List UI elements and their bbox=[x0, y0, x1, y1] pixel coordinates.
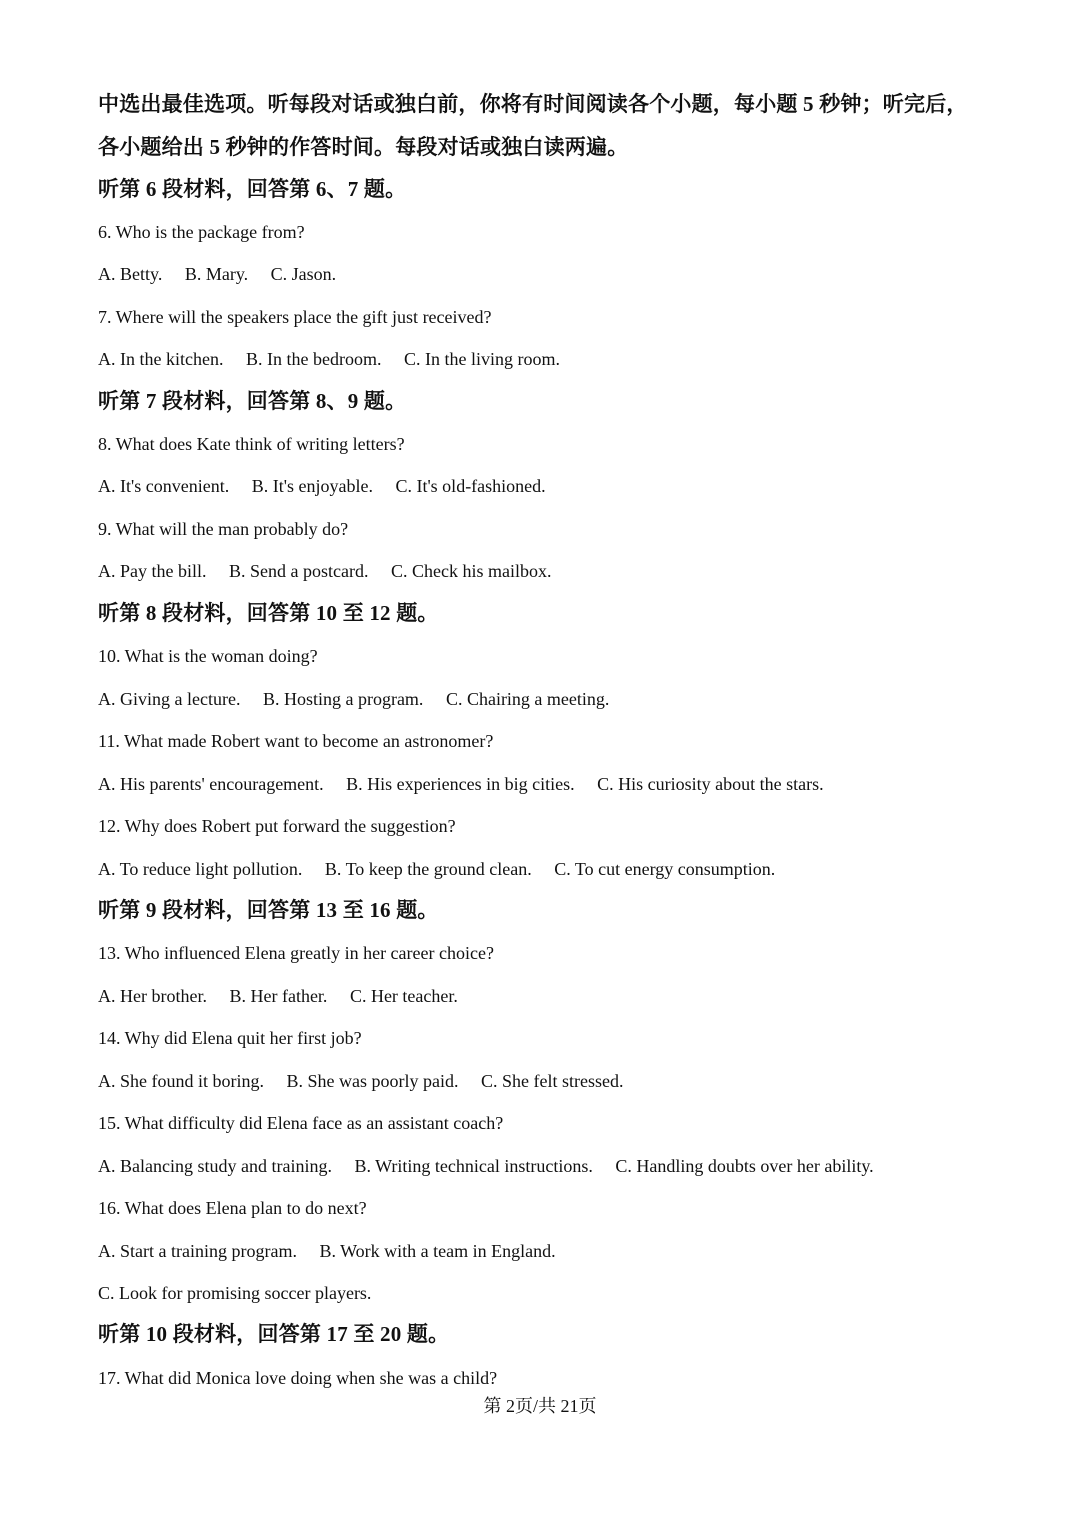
instruction-line-1: 中选出最佳选项。听每段对话或独白前，你将有时间阅读各个小题，每小题 5 秒钟；听完后， bbox=[98, 92, 968, 116]
question-13: 13. Who influenced Elena greatly in her career choice? bbox=[98, 943, 494, 963]
option-7-a: A. In the kitchen. bbox=[98, 349, 224, 369]
question-16: 16. What does Elena plan to do next? bbox=[98, 1198, 367, 1218]
options-15 bbox=[98, 1157, 874, 1175]
options-14 bbox=[98, 1072, 623, 1090]
page-number: 第 2页/共 21页 bbox=[483, 1396, 597, 1416]
option-14-b: B. She was poorly paid. bbox=[286, 1071, 459, 1091]
options-12 bbox=[98, 860, 775, 878]
option-11-c: C. His curiosity about the stars. bbox=[597, 774, 824, 794]
options-9 bbox=[98, 562, 551, 580]
option-13-a: A. Her brother. bbox=[98, 986, 207, 1006]
question-7: 7. Where will the speakers place the gift just received? bbox=[98, 307, 492, 327]
option-10-b: B. Hosting a program. bbox=[262, 689, 424, 709]
option-15-b: B. Writing technical instructions. bbox=[354, 1156, 593, 1176]
section-heading-10: 听第 10 段材料，回答第 17 至 20 题。 bbox=[98, 1322, 450, 1346]
question-14: 14. Why did Elena quit her first job? bbox=[98, 1028, 362, 1048]
option-11-a: A. His parents' encouragement. bbox=[98, 774, 324, 794]
option-7-c: C. In the living room. bbox=[403, 349, 560, 369]
option-15-c: C. Handling doubts over her ability. bbox=[615, 1156, 874, 1176]
question-17: 17. What did Monica love doing when she was a child? bbox=[98, 1368, 498, 1388]
question-10: 10. What is the woman doing? bbox=[98, 646, 318, 666]
options-11 bbox=[98, 775, 824, 793]
section-heading-8: 听第 8 段材料，回答第 10 至 12 题。 bbox=[98, 601, 439, 625]
question-12: 12. Why does Robert put forward the suggestion? bbox=[98, 816, 456, 836]
option-16-c: C. Look for promising soccer players. bbox=[98, 1283, 372, 1303]
option-14-a: A. She found it boring. bbox=[98, 1071, 264, 1091]
option-12-b: B. To keep the ground clean. bbox=[324, 859, 532, 879]
option-10-a: A. Giving a lecture. bbox=[98, 689, 241, 709]
option-7-b: B. In the bedroom. bbox=[245, 349, 382, 369]
option-16-a: A. Start a training program. bbox=[98, 1241, 297, 1261]
option-6-a: A. Betty. bbox=[98, 264, 163, 284]
option-15-a: A. Balancing study and training. bbox=[98, 1156, 332, 1176]
option-6-b: B. Mary. bbox=[184, 264, 249, 284]
option-9-b: B. Send a postcard. bbox=[229, 561, 369, 581]
options-8 bbox=[98, 477, 546, 495]
question-9: 9. What will the man probably do? bbox=[98, 519, 349, 539]
section-heading-6: 听第 6 段材料，回答第 6、7 题。 bbox=[98, 177, 407, 201]
section-heading-9: 听第 9 段材料，回答第 13 至 16 题。 bbox=[98, 898, 439, 922]
options-10 bbox=[98, 690, 609, 708]
option-8-c: C. It's old-fashioned. bbox=[395, 476, 546, 496]
option-12-a: A. To reduce light pollution. bbox=[98, 859, 303, 879]
option-10-c: C. Chairing a meeting. bbox=[445, 689, 610, 709]
options-6 bbox=[98, 265, 336, 283]
question-6: 6. Who is the package from? bbox=[98, 222, 305, 242]
question-8: 8. What does Kate think of writing letters? bbox=[98, 434, 405, 454]
question-11: 11. What made Robert want to become an astronomer? bbox=[98, 731, 494, 751]
option-6-c: C. Jason. bbox=[270, 264, 337, 284]
option-14-c: C. She felt stressed. bbox=[480, 1071, 624, 1091]
option-12-c: C. To cut energy consumption. bbox=[554, 859, 776, 879]
options-7 bbox=[98, 350, 560, 368]
option-13-b: B. Her father. bbox=[229, 986, 328, 1006]
options-16-cont bbox=[98, 1284, 371, 1302]
option-8-b: B. It's enjoyable. bbox=[251, 476, 373, 496]
question-15: 15. What difficulty did Elena face as an assistant coach? bbox=[98, 1113, 504, 1133]
section-heading-7: 听第 7 段材料，回答第 8、9 题。 bbox=[98, 389, 407, 413]
option-11-b: B. His experiences in big cities. bbox=[346, 774, 575, 794]
option-16-b: B. Work with a team in England. bbox=[319, 1241, 556, 1261]
option-9-a: A. Pay the bill. bbox=[98, 561, 207, 581]
options-16 bbox=[98, 1242, 556, 1260]
option-8-a: A. It's convenient. bbox=[98, 476, 230, 496]
option-9-c: C. Check his mailbox. bbox=[390, 561, 552, 581]
options-13 bbox=[98, 987, 458, 1005]
option-13-c: C. Her teacher. bbox=[349, 986, 458, 1006]
instruction-line-2: 各小题给出 5 秒钟的作答时间。每段对话或独白读两遍。 bbox=[98, 135, 629, 159]
